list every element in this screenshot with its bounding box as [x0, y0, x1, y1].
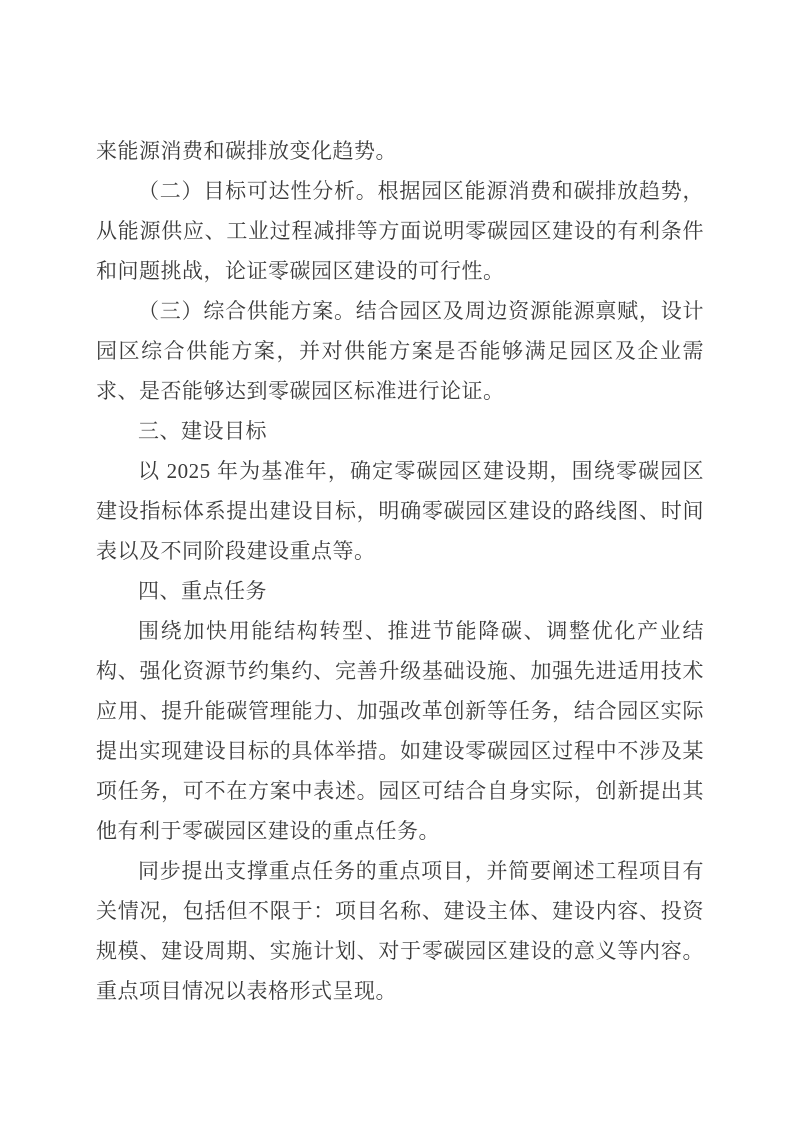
paragraph-target-feasibility-analysis: （二）目标可达性分析。根据园区能源消费和碳排放趋势，从能源供应、工业过程减排等方面说明零碳园区建设的有利条件和问题挑战，论证零碳园区建设的可行性。 [96, 179, 704, 283]
paragraph-key-tasks-body: 围绕加快用能结构转型、推进节能降碳、调整优化产业结构、强化资源节约集约、完善升级基础设施、加强先进适用技术应用、提升能碳管理能力、加强改革创新等任务，结合园区实际提出实现建设目标的具体举措。如建设零碳园区过程中不涉及某项任务，可不在方案中表述。园区可结合自身实际，创新提出其他有利于零碳园区建设的重点任务。 [96, 619, 704, 843]
section-heading-construction-goals: 三、建设目标 [138, 419, 267, 443]
section-heading-key-tasks: 四、重点任务 [138, 579, 267, 603]
paragraph-integrated-energy-supply-plan: （三）综合供能方案。结合园区及周边资源能源禀赋，设计园区综合供能方案，并对供能方案是否能够满足园区及企业需求、是否能够达到零碳园区标准进行论证。 [96, 299, 704, 403]
paragraph-continuation: 来能源消费和碳排放变化趋势。 [96, 139, 397, 163]
paragraph-construction-goals-body: 以 2025 年为基准年，确定零碳园区建设期，围绕零碳园区建设指标体系提出建设目标，明确零碳园区建设的路线图、时间表以及不同阶段建设重点等。 [96, 459, 704, 563]
document-text-block [96, 131, 704, 1011]
paragraph-key-projects-body: 同步提出支撑重点任务的重点项目，并简要阐述工程项目有关情况，包括但不限于：项目名称、建设主体、建设内容、投资规模、建设周期、实施计划、对于零碳园区建设的意义等内容。重点项目情况以表格形式呈现。 [96, 859, 704, 1003]
